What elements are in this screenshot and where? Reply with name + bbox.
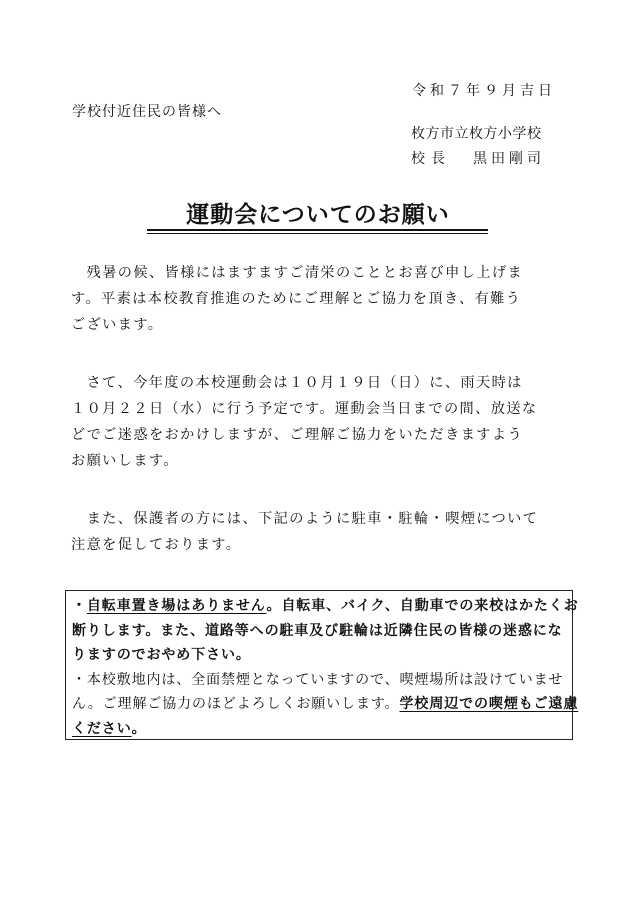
notice-line	[72, 717, 568, 742]
notice-line	[72, 692, 579, 717]
paragraph-line: 残暑の候、皆様にはますますご清栄のこととお喜び申し上げま	[71, 265, 524, 281]
school-name: 枚方市立枚方小学校	[411, 126, 542, 142]
paragraph-line: ございます。	[71, 317, 164, 333]
paragraph-line: お願いします。	[71, 453, 179, 469]
principal-name: 黒田剛司	[473, 151, 545, 167]
paragraph-line: １０月２２日（水）に行う予定です。運動会当日までの間、放送な	[71, 401, 538, 417]
principal-signature	[411, 148, 545, 168]
recipient-line: 学校付近住民の皆様へ	[72, 104, 222, 120]
event-date-paragraph	[71, 370, 571, 474]
issue-date: 令和７年９月吉日	[412, 83, 556, 99]
notice-line	[72, 594, 579, 619]
paragraph-line: どでご迷惑をおかけしますが、ご理解ご協力をいただきますよう	[71, 427, 524, 443]
paragraph-line: さて、今年度の本校運動会は１０月１９日（日）に、雨天時は	[71, 375, 523, 391]
notice-line: ・本校敷地内は、全面禁煙となっていますので、喫煙場所は設けていませ	[72, 671, 564, 688]
notice-box	[65, 590, 579, 740]
paragraph-line: また、保護者の方には、下記のように駐車・駐輪・喫煙について	[71, 511, 539, 527]
paragraph-line: 注意を促しております。	[71, 537, 242, 553]
no-bicycle-parking-text: 自転車置き場はありません	[86, 598, 267, 614]
no-smoking-nearby-text-end: ください	[72, 720, 132, 737]
no-smoking-nearby-text: 学校周辺での喫煙もご遠慮	[399, 696, 579, 712]
notice-line: 断りします。また、道路等への駐車及び駐輪は近隣住民の皆様の迷惑にな	[72, 622, 563, 639]
notice-text: 。	[131, 720, 147, 737]
notice-text: ん。ご理解ご協力のほどよろしくお願いします。	[72, 696, 400, 712]
notice-line: りますのでおやめ下さい。	[72, 647, 251, 663]
title-underline-thin	[147, 233, 488, 234]
greeting-paragraph	[71, 260, 571, 338]
paragraph-line: す。平素は本校教育推進のためにご理解とご協力を頂き、有難う	[71, 291, 522, 307]
document-title: 運動会についてのお願い	[186, 202, 450, 228]
notice-text: 。自転車、バイク、自動車での来校はかたくお	[266, 598, 579, 614]
title-underline-thick	[147, 229, 488, 231]
parking-notice-paragraph	[71, 506, 571, 558]
principal-role: 校長	[411, 151, 451, 167]
bullet: ・	[72, 598, 87, 614]
